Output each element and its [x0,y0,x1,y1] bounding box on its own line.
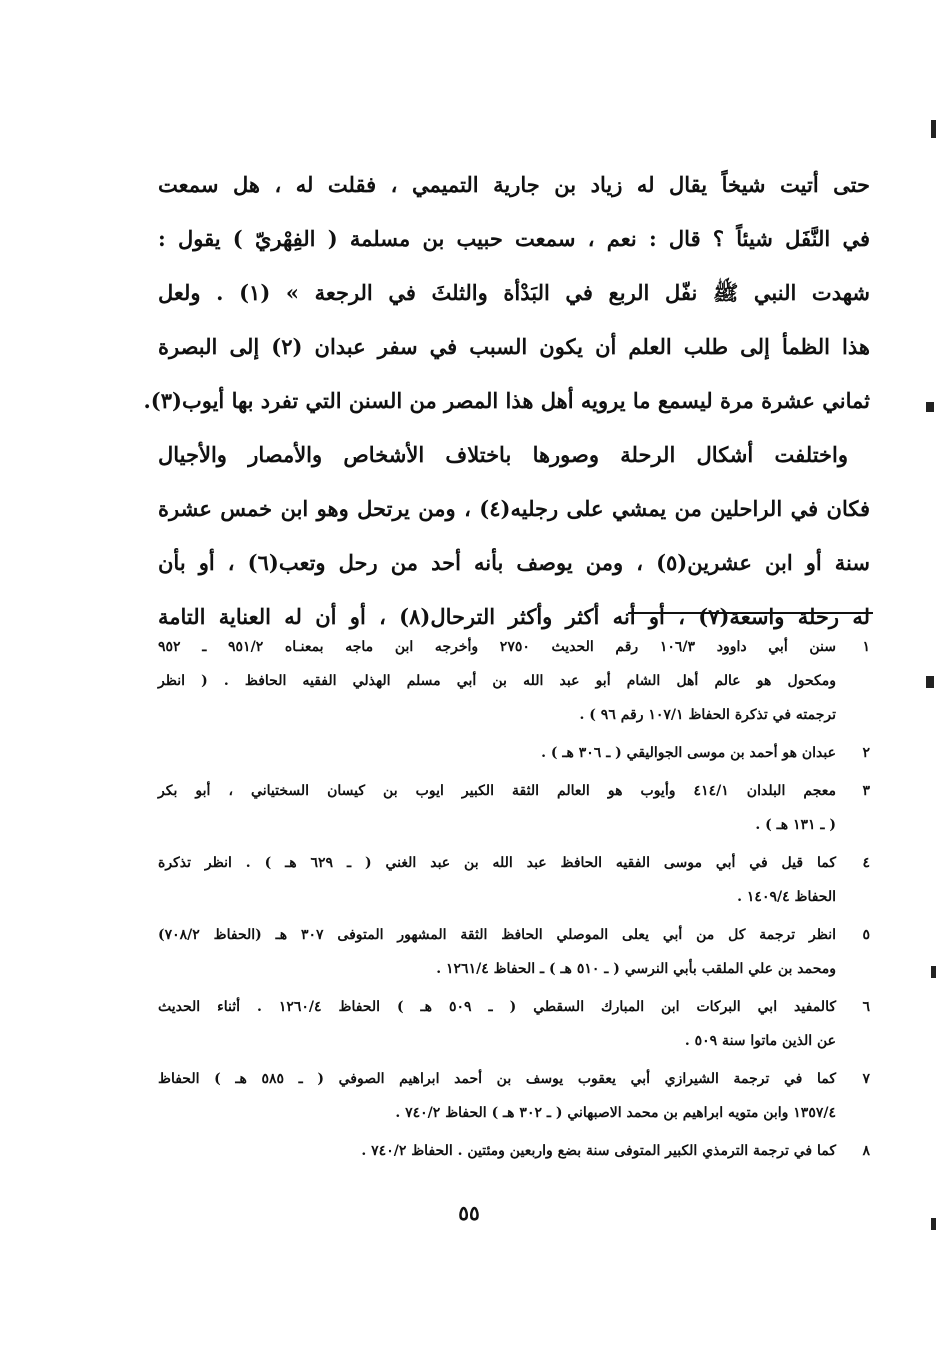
footnote-divider [628,612,873,614]
footnote-8 [158,1134,870,1168]
footnote-line: ١٣٥٧/٤ وابن متويه ابراهيم بن محمد الاصبهاني ( ـ ٣٠٢ هـ ) الحفاظ ٧٤٠/٢ . [395,1105,836,1121]
footnote-line: انظر ترجمة كل من أبي يعلى الموصلي الحافظ الثقة المشهور المتوفى ٣٠٧ هـ (الحفاظ ٧٠٨/٢) [158,927,837,943]
footnote-line: ( ـ ١٣١ هـ ) . [755,817,836,833]
body-line-9: له رحلة واسعة(٧) ، أو أنه أكثر وأكثر الترحال(٨) ، أو أن له العناية التامة [158,604,870,629]
footnote-line: كما قيل في أبي موسى الفقيه الحافظ عبد الله بن عبد الغني ( ـ ٦٢٩ هـ ) . انظر تذكرة [158,855,836,871]
footnote-number: ٢ [862,745,870,761]
body-line-3: شهدت النبي ﷺ نفّل الربع في البَدْأة والثلثَ في الرجعة » (١) . ولعل [158,280,871,305]
scan-edge-mark [926,676,934,688]
footnote-line: عن الذين ماتوا سنة ٥٠٩ . [684,1033,836,1049]
main-text [143,158,871,644]
footnote-5 [158,918,870,986]
footnote-number: ٨ [862,1143,870,1159]
body-line-4: هذا الظمأ إلى طلب العلم أن يكون السبب في سفر عبدان (٢) إلى البصرة [158,334,870,359]
footnote-line: ومحمد بن علي الملقب بأبي النرسي ( ـ ٥١٠ هـ ) ـ الحفاظ ١٢٦١/٤ . [436,961,836,977]
footnote-number: ١ [862,639,870,655]
scan-edge-mark [931,966,936,978]
footnote-number: ٣ [862,783,870,799]
footnote-1 [158,630,870,732]
footnote-3 [158,774,870,842]
footnote-number: ٦ [862,999,870,1015]
footnotes [158,630,870,1168]
body-line-7: فكان في الراحلين من يمشي على رجليه(٤) ، ومن يرتحل وهو ابن خمس عشرة [158,496,871,521]
footnote-number: ٥ [862,927,870,943]
body-line-8: سنة أو ابن عشرين(٥) ، ومن يوصف بأنه أحد من رحل وتعب(٦) ، أو بأن [158,550,870,575]
footnote-7 [158,1062,870,1130]
footnote-number: ٧ [862,1071,870,1087]
page-number: ٥٥ [458,1201,480,1225]
body-line-1: حتى أتيت شيخاً يقال له زياد بن جارية التميمي ، فقلت له ، هل سمعت [158,172,870,197]
footnote-line: سنن أبي داوود ١٠٦/٣ رقم الحديث ٢٧٥٠ وأخرجه ابن ماجه بمعنـاه ٩٥١/٢ ـ ٩٥٢ [158,639,836,655]
body-line-5: ثماني عشرة مرة ليسمع ما يرويه أهل هذا المصر من السنن التي تفرد بها أيوب(٣). [143,388,870,413]
scan-edge-mark [931,1218,936,1230]
footnote-line: ترجمته في تذكرة الحفاظ ١٠٧/١ رقم ٩٦ ) . [579,707,836,723]
footnote-line: معجم البلدان ٤١٤/١ وأيوب هو العالم الثقة الكبير ايوب بن كيسان السختياني ، أبو بكر [158,783,836,799]
footnote-number: ٤ [862,855,870,871]
scan-edge-mark [926,402,934,412]
footnote-line: كما في ترجمة الشيرازي أبي يعقوب يوسف بن أحمد ابراهيم الصوفي ( ـ ٥٨٥ هـ ) الحفاظ [158,1071,836,1087]
footnote-2 [158,736,870,770]
scan-edge-mark [931,120,936,138]
footnote-6 [158,990,870,1058]
footnote-line: كالمفيد ابي البركات ابن المبارك السقطي ( ـ ٥٠٩ هـ ) الحفاظ ١٢٦٠/٤ . أثناء الحديث [158,999,837,1015]
body-line-2: في النَّفَل شيئاً ؟ قال : نعم ، سمعت حبيب بن مسلمة ( الفِهْريّ ) يقول : [158,226,870,251]
footnote-line: عبدان هو أحمد بن موسى الجواليقي ( ـ ٣٠٦ هـ ) . [541,745,836,761]
body-line-6: واختلفت أشكال الرحلة وصورها باختلاف الأشخاص والأمصار والأجيال [158,442,848,467]
footnote-line: كما في ترجمة الترمذي الكبير المتوفى سنة بضع واربعين ومئتين . الحفاظ ٧٤٠/٢ . [361,1143,836,1159]
footnote-4 [158,846,870,914]
footnote-line: الحفاظ ١٤٠٩/٤ . [737,889,836,905]
footnote-line: ومكحول هو عالم أهل الشام أبو عبد الله بن أبي مسلم الهذلي الفقيه الحافظ . ( انظر [158,673,836,689]
